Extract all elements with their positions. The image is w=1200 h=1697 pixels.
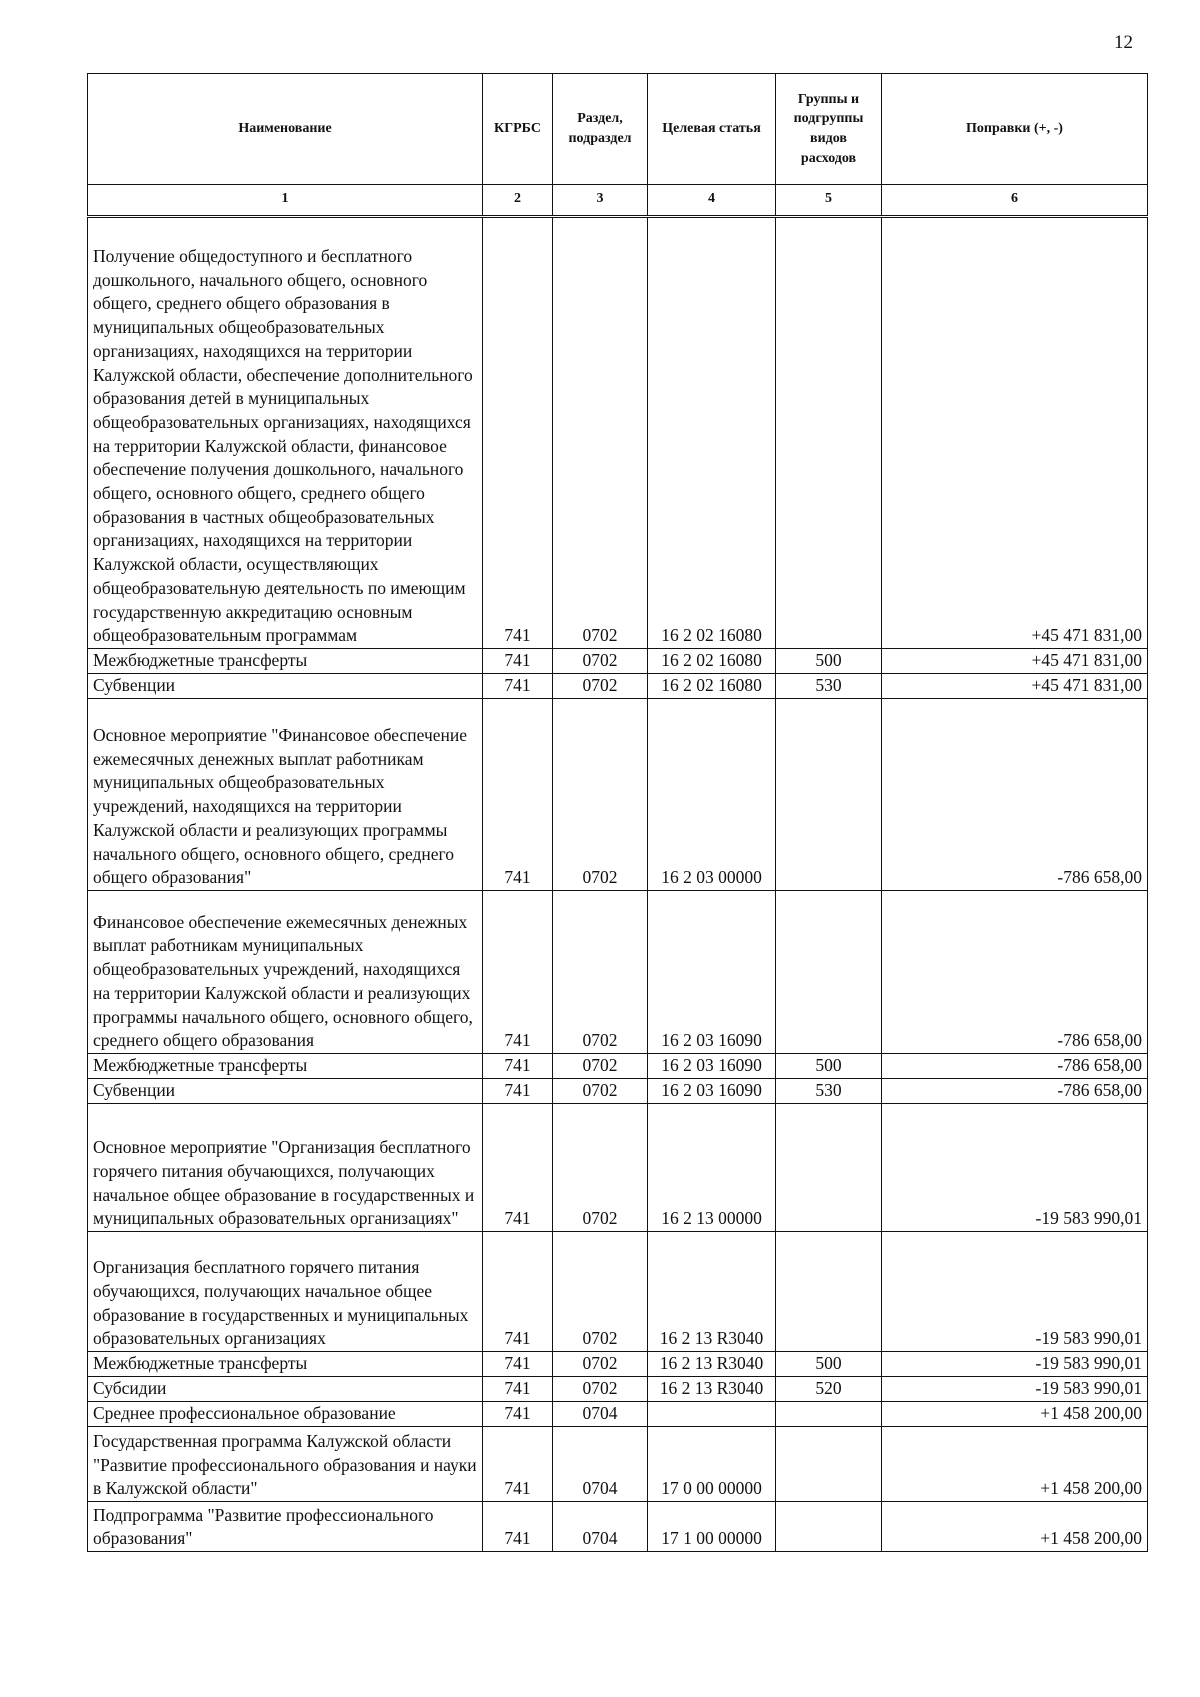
row-expense-group: 530: [776, 1079, 882, 1104]
row-target-article: 16 2 03 16090: [648, 891, 776, 1054]
table-row: [88, 649, 1148, 674]
row-kgrbs: 741: [483, 1402, 553, 1427]
header-row: [88, 74, 1148, 185]
row-amount: +45 471 831,00: [882, 217, 1148, 649]
row-target-article: 16 2 02 16080: [648, 217, 776, 649]
row-target-article: 16 2 13 R3040: [648, 1352, 776, 1377]
header-kgrbs: КГРБС: [483, 74, 553, 185]
row-amount: -19 583 990,01: [882, 1377, 1148, 1402]
row-target-article: [648, 1402, 776, 1427]
row-expense-group: 530: [776, 674, 882, 699]
row-target-article: 16 2 03 00000: [648, 699, 776, 891]
row-target-article: 17 0 00 00000: [648, 1427, 776, 1502]
row-expense-group: [776, 1427, 882, 1502]
row-kgrbs: 741: [483, 1352, 553, 1377]
header-target-article: Целевая статья: [648, 74, 776, 185]
table-row: [88, 1377, 1148, 1402]
row-target-article: 16 2 13 R3040: [648, 1377, 776, 1402]
row-amount: +1 458 200,00: [882, 1427, 1148, 1502]
row-section: 0702: [553, 699, 648, 891]
row-section: 0702: [553, 1377, 648, 1402]
row-name: Получение общедоступного и бесплатного дошкольного, начального общего, основного общего, среднего общего образования в муниципальных общеобразовательных организациях, находящихся на территории Калужской области, обеспечение дополнительного образования детей в муниципальных общеобразовательных организациях, находящихся на территории Калужской области, финансовое обеспечение получения дошкольного, начального общего, основного общего, среднего общего образования в частных общеобразовательных организациях, находящихся на территории Калужской области, осуществляющих общеобразовательную деятельность по имеющим государственную аккредитацию основным общеобразовательным программам: [88, 217, 483, 649]
row-section: 0702: [553, 1079, 648, 1104]
row-amount: -19 583 990,01: [882, 1104, 1148, 1232]
table-row: [88, 1402, 1148, 1427]
row-expense-group: [776, 1104, 882, 1232]
row-kgrbs: 741: [483, 217, 553, 649]
row-section: 0702: [553, 891, 648, 1054]
row-target-article: 16 2 03 16090: [648, 1054, 776, 1079]
row-kgrbs: 741: [483, 1054, 553, 1079]
row-name: Государственная программа Калужской области "Развитие профессионального образования и науки в Калужской области": [88, 1427, 483, 1502]
row-name: Межбюджетные трансферты: [88, 649, 483, 674]
row-expense-group: [776, 1232, 882, 1352]
row-kgrbs: 741: [483, 891, 553, 1054]
row-amount: +1 458 200,00: [882, 1402, 1148, 1427]
column-number: 2: [483, 185, 553, 217]
row-kgrbs: 741: [483, 1104, 553, 1232]
row-name: Основное мероприятие "Организация бесплатного горячего питания обучающихся, получающих начальное общее образование в государственных и муниципальных образовательных организациях": [88, 1104, 483, 1232]
column-number-row: [88, 185, 1148, 217]
row-section: 0702: [553, 1104, 648, 1232]
row-section: 0704: [553, 1427, 648, 1502]
row-kgrbs: 741: [483, 1232, 553, 1352]
row-name: Среднее профессиональное образование: [88, 1402, 483, 1427]
row-amount: +45 471 831,00: [882, 649, 1148, 674]
row-expense-group: [776, 1502, 882, 1552]
row-section: 0702: [553, 1054, 648, 1079]
row-section: 0704: [553, 1402, 648, 1427]
budget-amendments-table: [87, 73, 1148, 1552]
row-expense-group: 500: [776, 649, 882, 674]
row-target-article: 16 2 13 R3040: [648, 1232, 776, 1352]
page-number: 12: [1114, 32, 1133, 53]
header-name: Наименование: [88, 74, 483, 185]
row-amount: -786 658,00: [882, 891, 1148, 1054]
row-target-article: 17 1 00 00000: [648, 1502, 776, 1552]
row-name: Субвенции: [88, 1079, 483, 1104]
row-name: Подпрограмма "Развитие профессионального образования": [88, 1502, 483, 1552]
row-amount: +1 458 200,00: [882, 1502, 1148, 1552]
row-expense-group: [776, 699, 882, 891]
row-expense-group: 520: [776, 1377, 882, 1402]
row-kgrbs: 741: [483, 674, 553, 699]
row-name: Организация бесплатного горячего питания обучающихся, получающих начальное общее образование в государственных и муниципальных образовательных организациях: [88, 1232, 483, 1352]
row-target-article: 16 2 02 16080: [648, 674, 776, 699]
column-number: 4: [648, 185, 776, 217]
row-amount: -19 583 990,01: [882, 1352, 1148, 1377]
row-amount: -786 658,00: [882, 1054, 1148, 1079]
table-row: [88, 1232, 1148, 1352]
table-row: [88, 1352, 1148, 1377]
column-number: 5: [776, 185, 882, 217]
row-target-article: 16 2 02 16080: [648, 649, 776, 674]
row-name: Межбюджетные трансферты: [88, 1352, 483, 1377]
column-number: 6: [882, 185, 1148, 217]
table-row: [88, 891, 1148, 1054]
table-row: [88, 674, 1148, 699]
row-kgrbs: 741: [483, 1079, 553, 1104]
row-name: Субсидии: [88, 1377, 483, 1402]
row-name: Субвенции: [88, 674, 483, 699]
row-kgrbs: 741: [483, 699, 553, 891]
row-name: Финансовое обеспечение ежемесячных денежных выплат работникам муниципальных общеобразовательных учреждений, находящихся на территории Калужской области и реализующих программы начального общего, основного общего, среднего общего образования: [88, 891, 483, 1054]
row-name: Основное мероприятие "Финансовое обеспечение ежемесячных денежных выплат работникам муниципальных общеобразовательных учреждений, находящихся на территории Калужской области и реализующих программы начального общего, основного общего, среднего общего образования": [88, 699, 483, 891]
row-section: 0702: [553, 217, 648, 649]
row-section: 0702: [553, 674, 648, 699]
header-section: Раздел, подраздел: [553, 74, 648, 185]
row-name: Межбюджетные трансферты: [88, 1054, 483, 1079]
row-section: 0702: [553, 1232, 648, 1352]
row-expense-group: [776, 1402, 882, 1427]
header-amendment: Поправки (+, -): [882, 74, 1148, 185]
row-kgrbs: 741: [483, 1377, 553, 1402]
row-target-article: 16 2 13 00000: [648, 1104, 776, 1232]
table-row: [88, 1502, 1148, 1552]
row-section: 0702: [553, 649, 648, 674]
table-row: [88, 1054, 1148, 1079]
row-expense-group: 500: [776, 1054, 882, 1079]
row-amount: -786 658,00: [882, 699, 1148, 891]
column-number: 1: [88, 185, 483, 217]
table-row: [88, 1079, 1148, 1104]
row-target-article: 16 2 03 16090: [648, 1079, 776, 1104]
row-amount: -786 658,00: [882, 1079, 1148, 1104]
row-kgrbs: 741: [483, 1502, 553, 1552]
row-expense-group: 500: [776, 1352, 882, 1377]
table-row: [88, 217, 1148, 649]
row-amount: +45 471 831,00: [882, 674, 1148, 699]
row-kgrbs: 741: [483, 1427, 553, 1502]
header-expense-group: Группы и подгруппы видов расходов: [776, 74, 882, 185]
row-section: 0704: [553, 1502, 648, 1552]
table-row: [88, 1427, 1148, 1502]
column-number: 3: [553, 185, 648, 217]
row-expense-group: [776, 891, 882, 1054]
row-expense-group: [776, 217, 882, 649]
row-section: 0702: [553, 1352, 648, 1377]
row-amount: -19 583 990,01: [882, 1232, 1148, 1352]
table-row: [88, 699, 1148, 891]
table-row: [88, 1104, 1148, 1232]
row-kgrbs: 741: [483, 649, 553, 674]
